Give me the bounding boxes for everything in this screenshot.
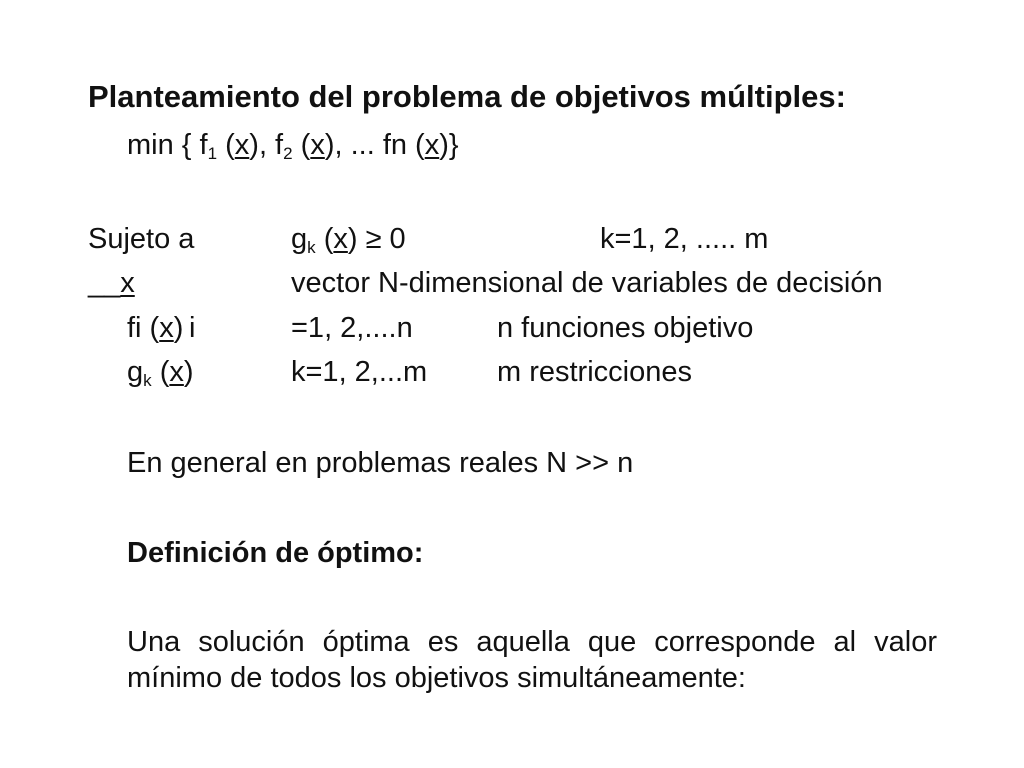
subject-to-label: Sujeto a <box>88 223 195 255</box>
gk-range: k=1, 2,...m <box>291 356 428 388</box>
x-prefix: __ <box>88 267 121 299</box>
constraint-range: k=1, 2, ..... m <box>600 223 769 255</box>
constraint-subscript: k <box>307 238 316 257</box>
formula-part: min { f <box>127 129 208 161</box>
constraint-g: g <box>291 223 308 255</box>
formula-part: ), ... fn ( <box>324 129 425 161</box>
optimum-heading: Definición de óptimo: <box>127 537 424 569</box>
general-note: En general en problemas reales N >> n <box>127 447 634 479</box>
formula-part: ), f <box>249 129 284 161</box>
fi-part: ) <box>173 312 184 344</box>
constraint-part: ) <box>347 223 366 255</box>
gk-label <box>127 355 194 389</box>
gk-description: m restricciones <box>497 356 692 388</box>
fi-range: =1, 2,....n <box>291 312 413 344</box>
optimum-definition: Una solución óptima es aquella que corresponde al valor mínimo de todos los objetivos simultáneamente: <box>127 626 937 694</box>
fi-part: fi ( <box>127 312 160 344</box>
fi-index: i <box>189 312 196 344</box>
x-label <box>88 266 135 300</box>
x-description: vector N-dimensional de variables de decisión <box>291 267 883 299</box>
formula-subscript: 2 <box>283 144 293 163</box>
formula-subscript: 1 <box>207 144 218 163</box>
fi-var: x <box>159 312 174 344</box>
formula-var: x <box>310 129 325 161</box>
page-title: Planteamiento del problema de objetivos múltiples: <box>88 79 846 114</box>
formula-part: ( <box>292 129 311 161</box>
formula-var: x <box>424 129 440 161</box>
fi-label <box>127 311 183 345</box>
gk-subscript: k <box>143 371 152 390</box>
objective-formula <box>127 128 459 162</box>
gk-var: x <box>169 356 184 388</box>
geq-symbol: ≥ <box>365 223 382 255</box>
formula-part: )} <box>439 129 459 161</box>
constraint-part: 0 <box>381 223 406 255</box>
formula-part: ( <box>217 129 235 161</box>
x-var: x <box>120 267 135 299</box>
gk-part: g <box>127 356 144 388</box>
gk-part: ( <box>151 356 170 388</box>
constraint-var: x <box>333 223 348 255</box>
fi-description: n funciones objetivo <box>497 312 754 344</box>
constraint-part: ( <box>315 223 334 255</box>
constraint-expression <box>291 222 406 256</box>
gk-part: ) <box>183 356 194 388</box>
formula-var: x <box>234 129 250 161</box>
